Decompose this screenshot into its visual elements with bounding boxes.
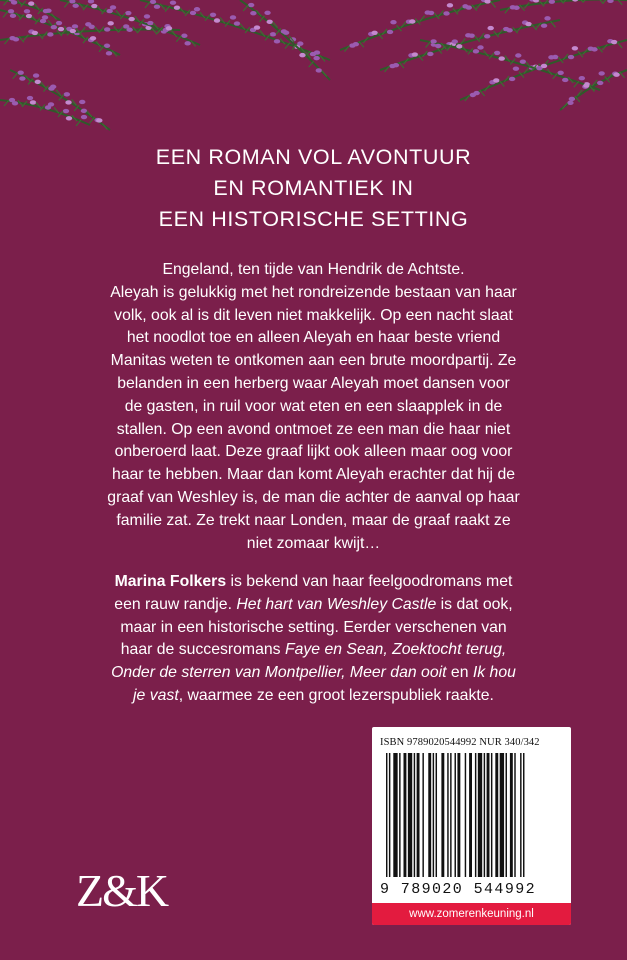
blurb-line: familie zat. Ze trekt naar Londen, maar de graaf raakt ze [116,511,511,529]
author-bio-text: een rauw randje. [114,595,237,613]
barcode-digits: 9 789020 544992 [380,881,537,898]
blurb-line: onberoerd laat. Deze graaf lijkt ook alleen maar oog voor [114,443,513,461]
author-bio-text: en [446,664,473,682]
heather-illustration [0,0,627,140]
blurb-line: de gasten, in ruil voor wat eten en een slaapplek in de [124,397,503,415]
author-bio-line-2 [60,594,567,617]
author-bio-line-4 [60,639,567,662]
author-bio-text: is bekend van haar feelgoodromans met [226,573,513,590]
headline-line-1: EEN ROMAN VOL AVONTUUR [155,145,472,169]
publisher-website: www.zomerenkeuning.nl [372,903,571,925]
author-bio-line-3: maar in een historische setting. Eerder verschenen van [120,618,507,636]
author-bio-text: is dat ook, [436,595,513,613]
author-bio [60,571,567,708]
blurb-line: Manitas weten te ontkomen aan een brute moordpartij. Ze [110,352,517,370]
author-bio-text: , waarmee ze een groot lezerspubliek raakte. [178,686,494,704]
blurb-line: graaf van Weshley is, de man die achter de aanval op haar [107,488,520,506]
blurb-line: Engeland, ten tijde van Hendrik de Achtste. [162,261,465,278]
blurb-line: belanden in een herberg waar Aleyah moet dansen voor [117,374,510,392]
blurb-line: Aleyah is gelukkig met het rondreizende bestaan van haar [110,283,517,301]
publisher-logo: Z&K [76,865,168,916]
book-title: je vast [133,686,179,704]
author-bio-line-6 [60,685,567,708]
blurb-line: volk, ook al is dit leven niet makkelijk. Op een nacht slaat [114,306,513,324]
author-name: Marina Folkers [114,573,227,590]
author-bio-text: haar de succesromans [120,641,285,659]
barcode-icon [386,753,558,877]
author-bio-line-1 [60,571,567,594]
book-title: Ik hou [472,664,516,682]
blurb-line: niet zomaar kwijt… [246,534,381,552]
book-title: Onder de sterren van Montpellier, Meer dan ooit [111,664,447,682]
blurb-line: stallen. Op een avond ontmoet ze een man die haar niet [116,420,511,438]
blurb [60,259,567,555]
blurb-line: haar te hebben. Maar dan komt Aleyah erachter dat hij de [111,466,516,484]
author-bio-line-5 [60,662,567,685]
headline-line-3: EEN HISTORISCHE SETTING [158,207,469,231]
isbn-text: ISBN 9789020544992 NUR 340/342 [380,737,540,748]
book-title: Het hart van Weshley Castle [236,595,437,613]
blurb-line: het noodlot toe en alleen Aleyah en haar beste vriend [126,329,501,347]
headline [0,142,627,235]
barcode-label [372,727,571,925]
headline-line-2: EN ROMANTIEK IN [213,176,414,200]
book-title: Faye en Sean, Zoektocht terug, [284,641,507,659]
